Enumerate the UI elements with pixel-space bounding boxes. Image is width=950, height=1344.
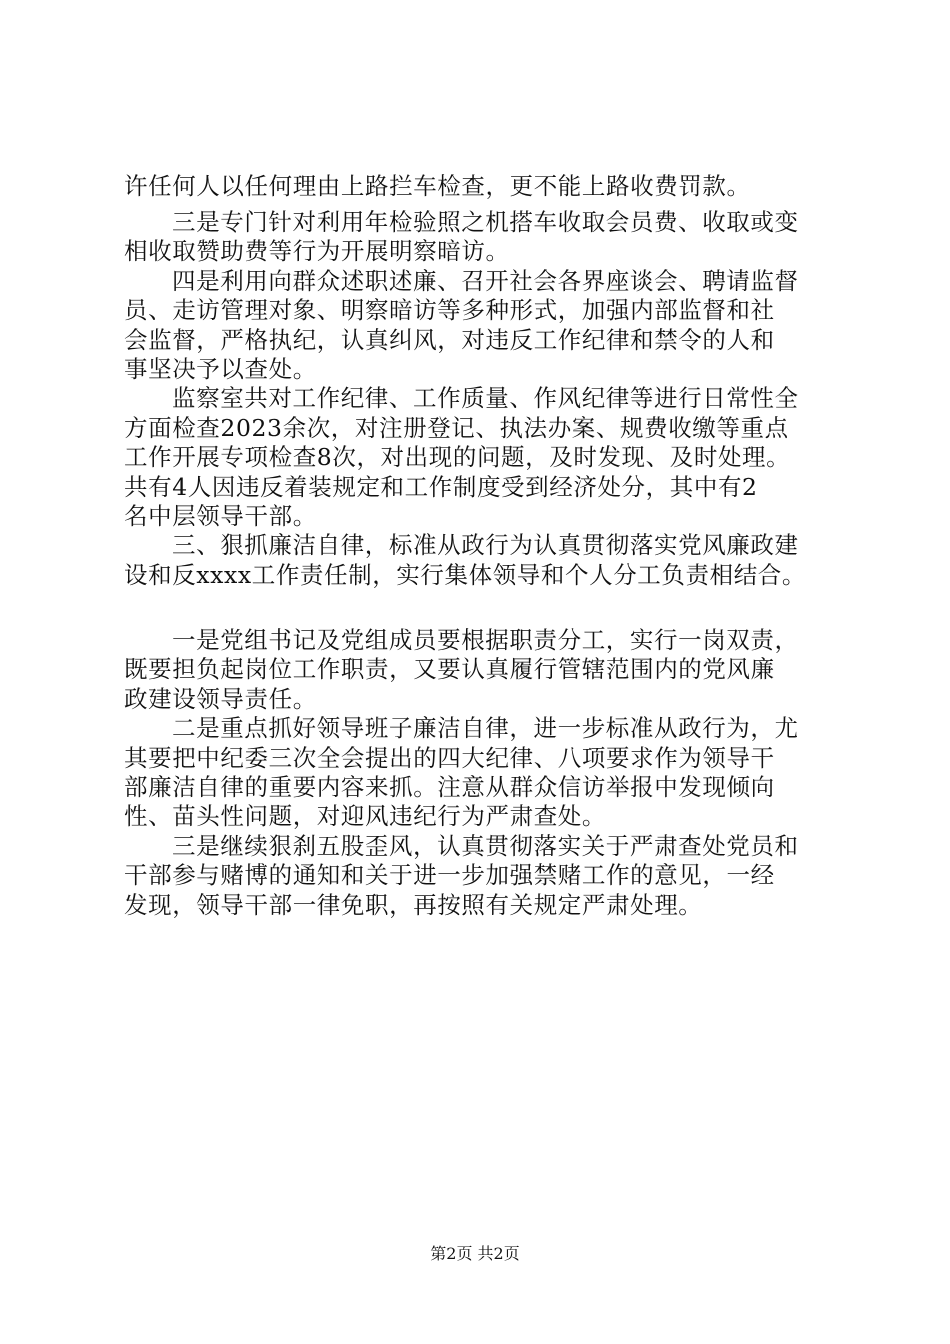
paragraph-first-line: 四是利用向群众述职述廉、召开社会各界座谈会、聘请监督	[172, 266, 799, 295]
text-line: 相收取赞助费等行为开展明察暗访。	[124, 237, 510, 266]
paragraph-first-line: 监察室共对工作纪律、工作质量、作风纪律等进行日常性全	[172, 384, 799, 413]
text-line: 政建设领导责任。	[124, 684, 317, 713]
text-line: 方面检查2023余次，对注册登记、执法办案、规费收缴等重点	[124, 413, 789, 442]
text-line: 既要担负起岗位工作职责，又要认真履行管辖范围内的党风廉	[124, 655, 775, 684]
text-line: 员、走访管理对象、明察暗访等多种形式，加强内部监督和社	[124, 296, 775, 325]
text-line: 工作开展专项检查8次，对出现的问题，及时发现、及时处理。	[124, 443, 791, 472]
text-line: 会监督，严格执纪，认真纠风，对违反工作纪律和禁令的人和	[124, 325, 775, 354]
paragraph-first-line: 三是专门针对利用年检验照之机搭车收取会员费、收取或变	[172, 208, 799, 236]
text-line: 事坚决予以查处。	[124, 354, 317, 383]
page-footer: 第2页 共2页	[430, 1244, 520, 1263]
text-line: 其要把中纪委三次全会提出的四大纪律、八项要求作为领导干	[124, 743, 775, 772]
text-line: 部廉洁自律的重要内容来抓。注意从群众信访举报中发现倾向	[124, 772, 775, 801]
body-section-2	[124, 626, 840, 920]
text-line: 许任何人以任何理由上路拦车检查，更不能上路收费罚款。	[124, 172, 751, 200]
text-line: 干部参与赌博的通知和关于进一步加强禁赌工作的意见，一经	[124, 861, 775, 890]
text-line: 性、苗头性问题，对迎风违纪行为严肃查处。	[124, 802, 606, 831]
paragraph-continuation	[124, 172, 840, 201]
text-line: 设和反xxxx工作责任制，实行集体领导和个人分工负责相结合。	[124, 560, 807, 589]
text-line: 发现，领导干部一律免职，再按照有关规定严肃处理。	[124, 890, 703, 919]
text-line: 共有4人因违反着装规定和工作制度受到经济处分，其中有2	[124, 472, 758, 501]
paragraph-first-line: 二是重点抓好领导班子廉洁自律，进一步标准从政行为，尤	[172, 714, 799, 743]
text-line: 名中层领导干部。	[124, 501, 317, 530]
paragraph-first-line: 三、狠抓廉洁自律，标准从政行为认真贯彻落实党风廉政建	[172, 531, 799, 560]
paragraph-first-line: 三是继续狠刹五股歪风，认真贯彻落实关于严肃查处党员和	[172, 831, 799, 860]
paragraph-first-line: 一是党组书记及党组成员要根据职责分工，实行一岗双责，	[172, 626, 799, 654]
body-section-1	[124, 208, 840, 590]
